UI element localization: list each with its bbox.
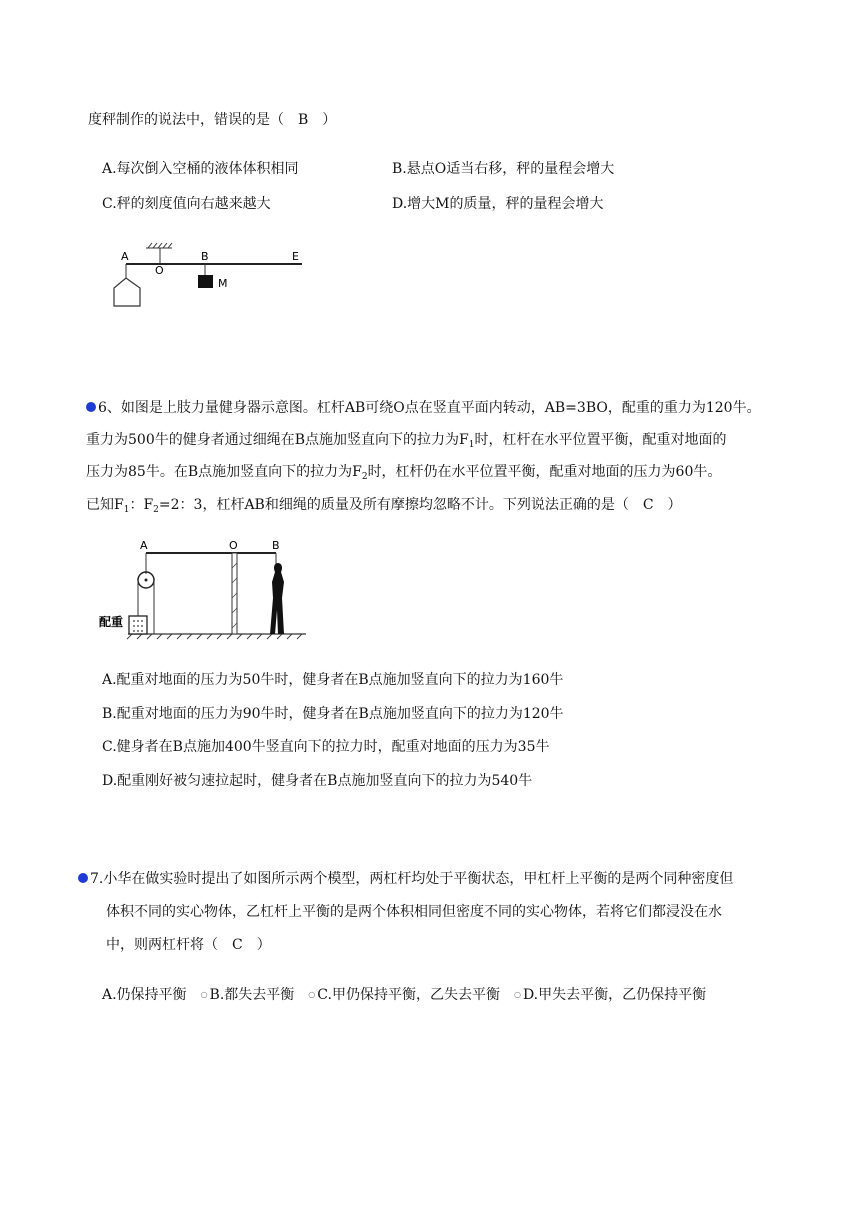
q7-option-b: B.都失去平衡 (209, 987, 295, 1003)
q5-steelyard-figure (110, 238, 310, 316)
separator-icon: ○ (513, 990, 521, 999)
q5-option-c: C.秤的刻度值向右越来越大 (102, 196, 271, 212)
label-m: M (218, 277, 228, 290)
bucket (114, 278, 140, 306)
q7-options-row (102, 985, 706, 1005)
q6-option-b: B.配重对地面的压力为90牛时，健身者在B点施加竖直向下的拉力为120牛 (102, 706, 564, 722)
q6-line4: 已知$F_1$：$F_2=2$：3，杠杆AB和细绳的质量及所有摩擦均忽略不计。下列说法正确的是（ C ） (86, 497, 682, 515)
label-o: O (155, 264, 164, 277)
q7-line1: 7.小华在做实验时提出了如图所示两个模型，两杠杆均处于平衡状态，甲杠杆上平衡的是两个同种密度但 (78, 869, 733, 889)
q7-line2: 体积不同的实心物体，乙杠杆上平衡的是两个体积相同但密度不同的实心物体，若将它们都浸没在水 (106, 904, 722, 920)
label-a: A (121, 250, 129, 263)
label-b: B (201, 250, 209, 263)
q5-stem-tail: 度秤制作的说法中，错误的是（ B ） (88, 112, 337, 128)
q6-option-c: C.健身者在B点施加400牛竖直向下的拉力时，配重对地面的压力为35牛 (102, 739, 550, 755)
q5-option-d: D.增大M的质量，秤的量程会增大 (392, 196, 604, 212)
q6-line3: 压力为85牛。在B点施加竖直向下的拉力为$F_2$时，杠杆仍在水平位置平衡，配重对地面的压力为60牛。 (86, 464, 722, 482)
q6-option-d: D.配重刚好被匀速拉起时，健身者在B点施加竖直向下的拉力为540牛 (102, 773, 533, 789)
q6-option-a: A.配重对地面的压力为50牛时，健身者在B点施加竖直向下的拉力为160牛 (102, 672, 564, 688)
label-e: E (292, 250, 299, 263)
q7-option-c: C.甲仍保持平衡，乙失去平衡 (317, 987, 500, 1003)
bullet-icon (78, 873, 88, 883)
label-b: B (272, 539, 280, 552)
person-silhouette (270, 563, 284, 634)
q5-option-a: A.每次倒入空桶的液体体积相同 (102, 161, 299, 177)
label-a: A (140, 539, 148, 552)
ceiling-hatch (146, 243, 172, 248)
q6-apparatus-figure (98, 538, 308, 640)
q5-option-b: B.悬点O适当右移，秤的量程会增大 (392, 161, 615, 177)
separator-icon: ○ (200, 990, 208, 999)
q6-line1: 6、如图是上肢力量健身器示意图。杠杆AB可绕O点在竖直平面内转动，AB=3BO，配重的重力为120牛。 (86, 398, 761, 418)
bullet-icon (86, 402, 96, 412)
ground-hatch (127, 634, 302, 639)
separator-icon: ○ (308, 990, 316, 999)
label-o: O (229, 539, 238, 552)
weight-m (198, 275, 213, 288)
label-weight: 配重 (99, 615, 124, 629)
q7-option-d: D.甲失去平衡，乙仍保持平衡 (522, 987, 707, 1003)
q6-line2: 重力为500牛的健身者通过细绳在B点施加竖直向下的拉力为$F_1$时，杠杆在水平位置平衡，配重对地面的 (86, 432, 727, 450)
q7-option-a: A.仍保持平衡 (102, 987, 187, 1003)
q7-line3: 中，则两杠杆将（ C ） (106, 937, 271, 953)
